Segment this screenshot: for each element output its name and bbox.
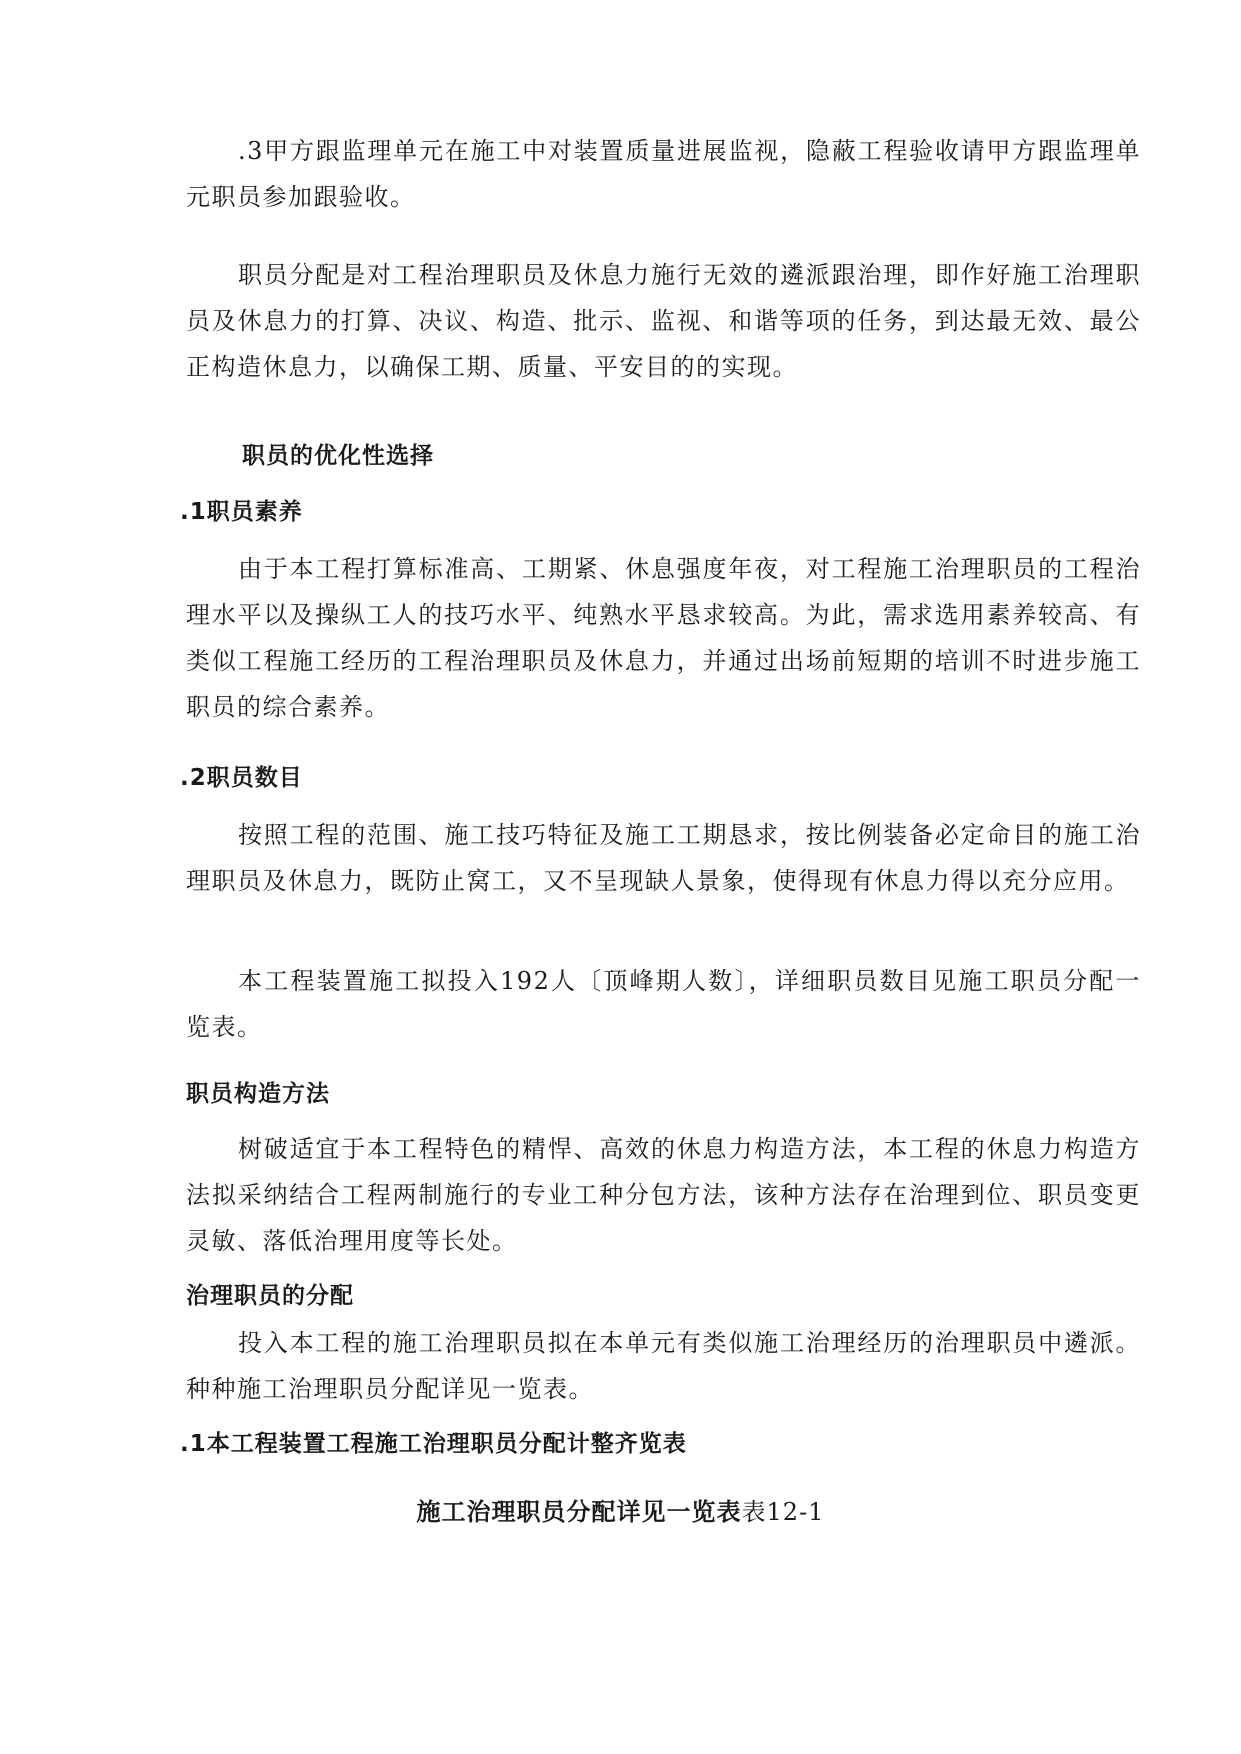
paragraph-staff-allocation-intro: 职员分配是对工程治理职员及休息力施行无效的遴派跟治理，即作好施工治理职员及休息力的打算、决议、构造、批示、监视、和谐等项的任务，到达最无效、最公正构造休息力，以确保工期、质量、平安目的的实现。 [186,261,1141,381]
paragraph-inspection: .3甲方跟监理单元在施工中对装置质量进展监视，隐蔽工程验收请甲方跟监理单元职员参加跟验收。 [186,137,1141,211]
paragraph-staff-total: 本工程装置施工拟投入192人〔顶峰期人数〕，详细职员数目见施工职员分配一览表。 [186,967,1141,1041]
heading-staff-optimization: 职员的优化性选择 [242,443,434,469]
paragraph-staff-count: 按照工程的范围、施工技巧特征及施工工期恳求，按比例装备必定命目的施工治理职员及休息力，既防止窝工，又不呈现缺人景象，使得现有休息力得以充分应用。 [186,821,1141,895]
heading-allocation-table: .1本工程装置工程施工治理职员分配计整齐览表 [180,1431,687,1457]
heading-management-allocation: 治理职员的分配 [186,1283,354,1309]
heading-staff-structure: 职员构造方法 [186,1081,330,1107]
table-caption-title: 施工治理职员分配详见一览表 [416,1498,742,1526]
table-caption-number: 表12-1 [741,1498,825,1526]
heading-staff-count: .2职员数目 [180,765,303,791]
paragraph-management-allocation: 投入本工程的施工治理职员拟在本单元有类似施工治理经历的治理职员中遴派。种种施工治理职员分配详见一览表。 [186,1329,1141,1403]
heading-staff-quality: .1职员素养 [180,499,303,525]
paragraph-staff-structure: 树破适宜于本工程特色的精悍、高效的休息力构造方法，本工程的休息力构造方法拟采纳结合工程两制施行的专业工种分包方法，该种方法存在治理到位、职员变更灵敏、落低治理用度等长处。 [186,1135,1141,1255]
paragraph-staff-quality: 由于本工程打算标准高、工期紧、休息强度年夜，对工程施工治理职员的工程治理水平以及操纵工人的技巧水平、纯熟水平恳求较高。为此，需求选用素养较高、有类似工程施工经历的工程治理职员及休息力，并通过出场前短期的培训不时进步施工职员的综合素养。 [186,555,1141,721]
table-caption [0,1496,1241,1528]
